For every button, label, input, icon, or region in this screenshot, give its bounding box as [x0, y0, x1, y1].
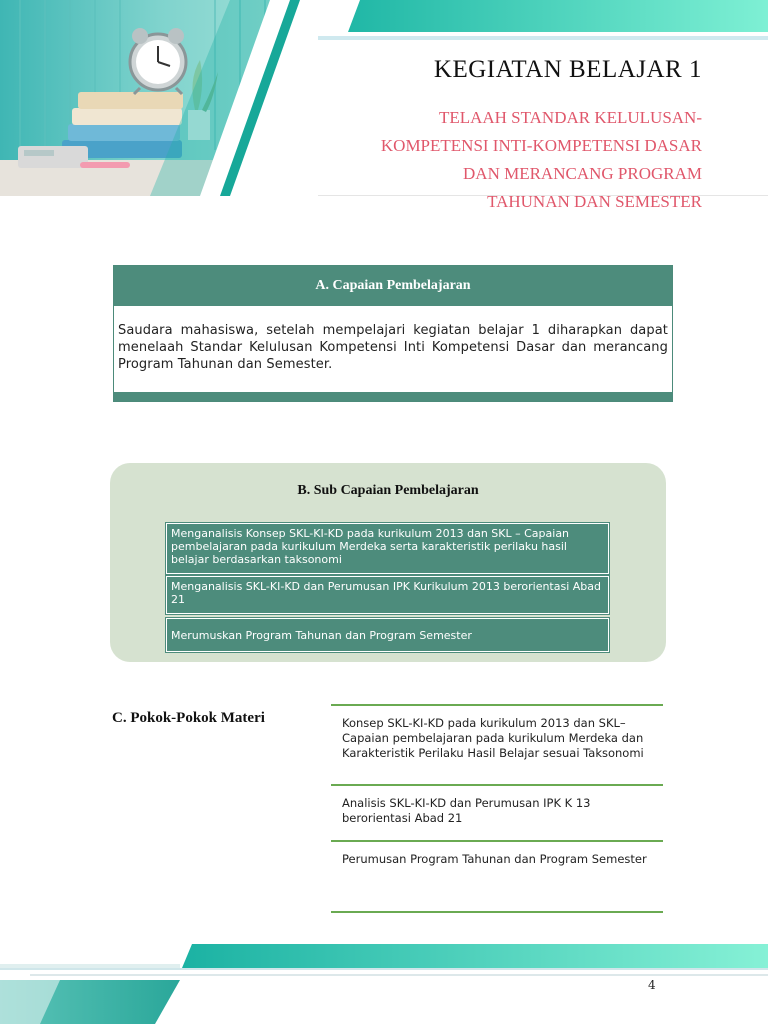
subtitle-line: TAHUNAN DAN SEMESTER: [487, 192, 702, 211]
topic-item: Analisis SKL-KI-KD dan Perumusan IPK K 13 berorientasi Abad 21: [342, 796, 591, 825]
main-topics-heading: C. Pokok-Pokok Materi: [112, 710, 265, 726]
topics-divider: [331, 911, 663, 913]
learning-outcome-text: Saudara mahasiswa, setelah mempelajari kegiatan belajar 1 diharapkan dapat menelaah Standar Kelulusan Kompetensi Inti Kompetensi Dasar dan merancang Program Tahunan dan Semester.: [118, 323, 668, 372]
topics-divider: [331, 704, 663, 706]
topic-item: Perumusan Program Tahunan dan Program Semester: [342, 852, 647, 866]
learning-outcome-box: [113, 265, 673, 402]
lesson-title: KEGIATAN BELAJAR 1: [433, 56, 702, 83]
learning-outcome-heading: A. Capaian Pembelajaran: [114, 266, 672, 306]
page-number: 4: [648, 978, 656, 992]
subtitle-line: TELAAH STANDAR KELULUSAN-: [438, 108, 702, 127]
sub-outcome-heading: B. Sub Capaian Pembelajaran: [297, 483, 479, 498]
learning-outcome-footer-bar: [114, 392, 672, 401]
topic-item: Konsep SKL-KI-KD pada kurikulum 2013 dan SKL–Capaian pembelajaran pada kurikulum Merdeka dan Karakteristik Perilaku Hasil Belajar sesuai Taksonomi: [342, 716, 644, 760]
sub-outcome-item: Merumuskan Program Tahunan dan Program Semester: [166, 618, 609, 652]
subtitle-line: KOMPETENSI INTI-KOMPETENSI DASAR: [380, 136, 702, 155]
topics-divider: [331, 840, 663, 842]
lesson-subtitle: [302, 104, 702, 216]
sub-outcome-panel: [110, 463, 666, 662]
sub-outcome-item: Menganalisis Konsep SKL-KI-KD pada kurikulum 2013 dan SKL – Capaian pembelajaran pada kurikulum Merdeka serta karakteristik perilaku hasil belajar berdasarkan taksonomi: [166, 523, 609, 574]
subtitle-line: DAN MERANCANG PROGRAM: [463, 164, 702, 183]
topics-divider: [331, 784, 663, 786]
sub-outcome-item: Menganalisis SKL-KI-KD dan Perumusan IPK Kurikulum 2013 berorientasi Abad 21: [166, 576, 609, 614]
header-illustration: [0, 0, 318, 196]
